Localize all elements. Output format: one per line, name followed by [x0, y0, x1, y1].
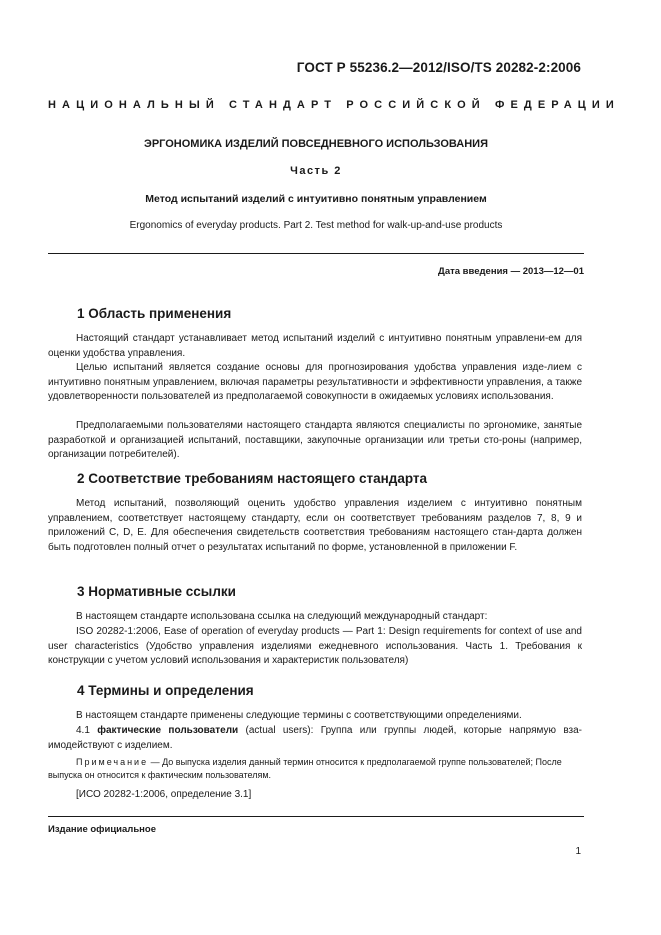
section-3-paragraph-1: В настоящем стандарте использована ссылка на следующий международный стандарт:: [76, 611, 488, 622]
footer-divider: [48, 816, 584, 817]
section-4-paragraph-1: В настоящем стандарте применены следующие термины с соответствующими определениями.: [76, 710, 522, 721]
note-text: — До выпуска изделия данный термин относится к предполагаемой группе пользователей; После выпуска он относится к фактическим пользователям.: [48, 757, 562, 780]
national-standard-banner: НАЦИОНАЛЬНЫЙ СТАНДАРТ РОССИЙСКОЙ ФЕДЕРАЦИИ: [48, 99, 620, 111]
english-title: Ergonomics of everyday products. Part 2. Test method for walk-up-and-use products: [129, 220, 503, 231]
term-number: 4.1: [76, 725, 90, 736]
section-1-paragraph-2: Целью испытаний является создание основы для прогнозирования удобства управления изде-лием с интуитивно понятным управлением, включая параметры результативности и эффективности управления, а также удовлетворенности пользователей из предполагаемой совокупности в ожидаемых условиях использования.: [48, 362, 582, 402]
section-2-paragraph-1: Метод испытаний, позволяющий оценить удобство управления изделием с интуитивно понятным управлением, соответствует настоящему стандарту, если он соответствует требованиям разделов 7, 8, 9 и приложений C, D, E. Для обеспечения свидетельств соответствия требованиям настоящего стан-дарта должен быть подготовлен полный отчет о результатах испытаний по форме, установленной в приложении F.: [48, 498, 582, 553]
part-label: Часть 2: [290, 165, 342, 177]
section-2-heading: 2 Соответствие требованиям настоящего стандарта: [77, 471, 428, 486]
section-1-paragraph-3: Предполагаемыми пользователями настоящего стандарта являются специалисты по эргономике, занятые разработкой и организацией испытаний, поставщики, закупочные организации или третьи сто-роны (например, организации потребителей).: [48, 420, 582, 460]
section-1-heading: 1 Область применения: [77, 306, 232, 321]
note-paragraph: [48, 756, 582, 782]
section-3-paragraph-2: ISO 20282-1:2006, Ease of operation of everyday products — Part 1: Design requirements for context of use and user characteristics (Удобство управления изделиями ежедневного использования. Часть 1. Требования к конструкции с учетом условий использования и характеристик пользователя): [48, 626, 582, 666]
standard-code: ГОСТ Р 55236.2—2012/ISO/TS 20282-2:2006: [296, 60, 581, 75]
page-number: 1: [575, 846, 581, 857]
section-3-heading: 3 Нормативные ссылки: [77, 584, 236, 599]
term-definition-text: (actual users): Группа или группы людей, которые напрямую вза-имодействуют с изделием.: [48, 725, 583, 751]
definition-reference: [ИСО 20282-1:2006, определение 3.1]: [76, 789, 252, 800]
section-1-paragraph-1: Настоящий стандарт устанавливает метод испытаний изделий с интуитивно понятным управлени-ем для оценки удобства управления.: [48, 333, 582, 359]
title-divider: [48, 253, 584, 254]
section-4-heading: 4 Термины и определения: [77, 683, 254, 698]
document-title: ЭРГОНОМИКА ИЗДЕЛИЙ ПОВСЕДНЕВНОГО ИСПОЛЬЗОВАНИЯ: [144, 138, 488, 150]
note-label: Примечание: [76, 757, 149, 767]
term-name: фактические пользователи: [97, 725, 239, 736]
document-subtitle: Метод испытаний изделий с интуитивно понятным управлением: [145, 193, 487, 205]
introduction-date: Дата введения — 2013—12—01: [438, 266, 584, 277]
term-definition-4-1: [48, 724, 582, 753]
edition-label: Издание официальное: [48, 824, 156, 835]
